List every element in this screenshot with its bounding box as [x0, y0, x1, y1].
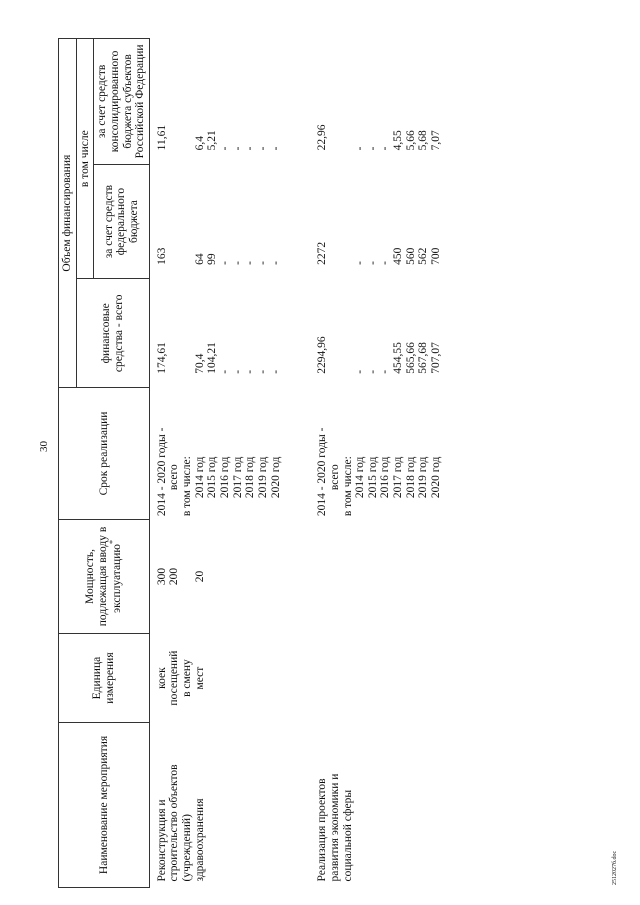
period-line: 2016 год: [379, 456, 392, 499]
federal-funding-line: [342, 167, 355, 265]
federal-funding-line: 560: [404, 247, 417, 265]
capacity-line: 300: [155, 567, 168, 586]
total-funding-line: -: [231, 369, 244, 374]
table-row: [149, 39, 282, 888]
regional-funding-line: 5,66: [404, 130, 417, 151]
total-funding-line: 707,07: [430, 342, 443, 374]
regional-funding-line: -: [256, 146, 269, 151]
capacity-line: 20: [193, 570, 206, 583]
federal-funding-line: -: [256, 261, 269, 265]
federal-funding-line: -: [379, 261, 392, 265]
total-funding-line: 2294,96: [316, 336, 329, 374]
regional-funding-cell: [310, 39, 442, 165]
total-funding-line: -: [366, 369, 379, 374]
header-capacity-text: Мощность, подлежащая вводу в эксплуатацию: [84, 526, 124, 627]
total-funding-line: -: [354, 369, 367, 374]
period-line: 2018 год: [404, 456, 417, 499]
regional-funding-line: [342, 42, 355, 151]
total-funding-line: -: [379, 369, 392, 374]
total-funding-cell: [310, 279, 442, 388]
federal-funding-line: 163: [155, 247, 168, 265]
header-funding-group: Объем финансирования: [59, 39, 77, 388]
header-regional: за счет средств консолидированного бюджета субъектов Российской Федерации: [94, 39, 150, 165]
federal-funding-line: 700: [430, 247, 443, 265]
page-number: 30: [38, 441, 50, 452]
total-funding-line: [329, 282, 342, 374]
total-funding-line: 454,55: [392, 342, 405, 374]
unit-line: коек: [155, 667, 168, 689]
capacity-cell: [310, 519, 442, 634]
period-line: в том числе:: [181, 456, 194, 517]
header-federal: за счет средств федерального бюджета: [94, 164, 150, 279]
header-period: Срок реализации: [59, 388, 150, 519]
total-funding-line: [168, 282, 181, 374]
financing-table: [58, 38, 443, 888]
activity-name-line: строительство объектов: [168, 764, 181, 882]
regional-funding-line: -: [269, 146, 282, 151]
total-funding-line: 104,21: [206, 342, 219, 374]
period-line: 2017 год: [231, 456, 244, 499]
header-unit: Единица измерения: [59, 634, 150, 723]
federal-funding-line: 450: [392, 247, 405, 265]
regional-funding-line: [329, 42, 342, 151]
period-line: 2015 год: [366, 456, 379, 499]
activity-name-cell: [149, 722, 282, 887]
federal-funding-cell: [310, 164, 442, 279]
activity-name-line: (учреждений): [181, 814, 194, 882]
federal-funding-line: [168, 167, 181, 265]
total-funding-cell: [149, 279, 282, 388]
row-spacer: [282, 39, 310, 888]
total-funding-line: -: [269, 369, 282, 374]
federal-funding-line: [181, 167, 194, 265]
regional-funding-line: -: [231, 146, 244, 151]
period-line: всего: [168, 464, 181, 491]
regional-funding-line: 11,61: [155, 124, 168, 151]
activity-name-cell: [310, 722, 442, 887]
total-funding-line: [181, 282, 194, 374]
federal-funding-line: -: [366, 261, 379, 265]
federal-funding-line: -: [269, 261, 282, 265]
unit-line: мест: [193, 666, 206, 690]
total-funding-line: 567,68: [417, 342, 430, 374]
period-line: 2014 - 2020 годы -: [316, 427, 329, 517]
header-total: финансовые средства - всего: [76, 279, 149, 388]
regional-funding-line: 5,68: [417, 130, 430, 151]
activity-name-line: здравоохранения: [193, 798, 206, 882]
period-line: 2020 год: [269, 456, 282, 499]
federal-funding-line: 562: [417, 247, 430, 265]
unit-cell: [149, 634, 282, 723]
period-line: 2020 год: [430, 456, 443, 499]
activity-name-line: Реализация проектов: [316, 778, 329, 882]
capacity-line: [181, 522, 194, 631]
total-funding-line: -: [219, 369, 232, 374]
period-line: 2016 год: [219, 456, 232, 499]
table-body: [149, 39, 442, 888]
regional-funding-line: 7,07: [430, 130, 443, 151]
capacity-cell: [149, 519, 282, 634]
federal-funding-line: 99: [206, 253, 219, 265]
regional-funding-line: 4,55: [392, 130, 405, 151]
period-line: 2018 год: [244, 456, 257, 499]
table-row: [310, 39, 442, 888]
regional-funding-line: [168, 42, 181, 151]
total-funding-line: -: [244, 369, 257, 374]
period-line: 2015 год: [206, 456, 219, 499]
total-funding-line: 565,66: [404, 342, 417, 374]
capacity-line: 200: [168, 567, 181, 586]
activity-name-line: развития экономики и: [328, 773, 341, 882]
footnote-mark: *: [108, 540, 118, 545]
regional-funding-cell: [149, 39, 282, 165]
period-line: 2014 год: [354, 456, 367, 499]
header-name: Наименование мероприятия: [59, 722, 150, 887]
federal-funding-line: -: [219, 261, 232, 265]
unit-line: посещений: [168, 650, 181, 706]
total-funding-line: 70,4: [193, 353, 206, 374]
federal-funding-line: -: [244, 261, 257, 265]
activity-name-line: социальной сферы: [341, 789, 354, 882]
period-line: 2017 год: [392, 456, 405, 499]
header-including: в том числе: [76, 39, 94, 279]
period-cell: [310, 388, 442, 519]
total-funding-line: [342, 282, 355, 374]
federal-funding-line: -: [231, 261, 244, 265]
regional-funding-line: -: [354, 146, 367, 151]
federal-funding-cell: [149, 164, 282, 279]
period-line: 2019 год: [256, 456, 269, 499]
federal-funding-line: 2272: [316, 241, 329, 265]
regional-funding-line: -: [366, 146, 379, 151]
regional-funding-line: -: [219, 146, 232, 151]
period-line: 2014 год: [193, 456, 206, 499]
regional-funding-line: 6,4: [193, 135, 206, 151]
table-rotator: [58, 38, 628, 888]
period-line: 2014 - 2020 годы -: [155, 427, 168, 517]
total-funding-line: -: [256, 369, 269, 374]
regional-funding-line: -: [244, 146, 257, 151]
regional-funding-line: -: [379, 146, 392, 151]
regional-funding-line: 22,96: [316, 124, 329, 151]
document-id: 2512027б.doc: [612, 850, 618, 885]
period-line: в том числе:: [341, 456, 354, 517]
federal-funding-line: 64: [193, 253, 206, 265]
federal-funding-line: -: [354, 261, 367, 265]
activity-name-line: Реконструкция и: [155, 799, 168, 882]
total-funding-line: 174,61: [155, 342, 168, 374]
federal-funding-line: [329, 167, 342, 265]
period-line: 2019 год: [417, 456, 430, 499]
period-line: всего: [328, 464, 341, 491]
regional-funding-line: 5,21: [206, 130, 219, 151]
period-cell: [149, 388, 282, 519]
row-spacer-cell: [282, 39, 310, 888]
header-capacity: [59, 519, 150, 634]
unit-line: в смену: [181, 659, 194, 697]
unit-cell: [310, 634, 442, 723]
regional-funding-line: [181, 42, 194, 151]
